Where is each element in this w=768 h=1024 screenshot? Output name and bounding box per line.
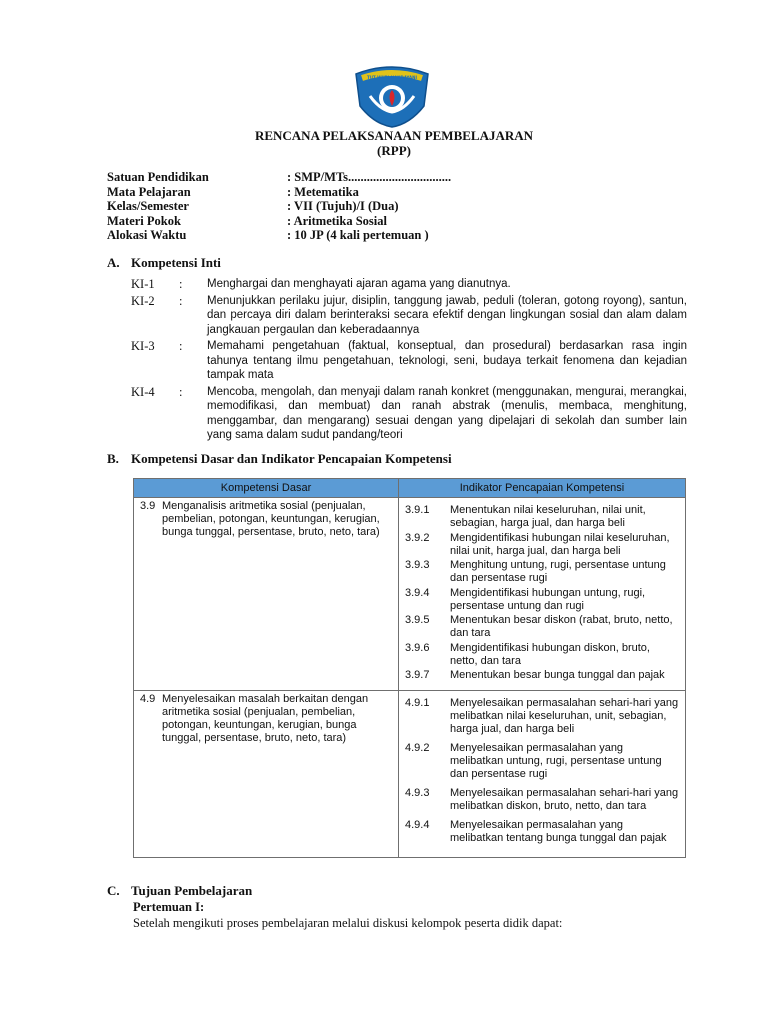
identity-value: : Metematika	[287, 184, 359, 199]
identity-row	[107, 214, 451, 229]
indicator-item	[405, 587, 679, 613]
indicator-number: 3.9.7	[405, 669, 430, 681]
indicator-number: 4.9.3	[405, 786, 430, 799]
identity-value: : Aritmetika Sosial	[287, 213, 387, 228]
indicator-text: Mengidentifikasi hubungan diskon, bruto, netto, dan tara	[450, 641, 650, 667]
indicator-item	[405, 532, 679, 558]
document-subtitle: (RPP)	[377, 143, 411, 158]
indicator-text: Menentukan nilai keseluruhan, nilai unit, sebagian, harga jual, dan harga beli	[450, 504, 646, 529]
identity-value: : VII (Tujuh)/I (Dua)	[287, 199, 399, 213]
indicator-text: Menghitung untung, rugi, persentase untung dan persentase rugi	[450, 559, 666, 584]
indicator-item	[405, 614, 679, 640]
section-title: Kompetensi Dasar dan Indikator Pencapaian Kompetensi	[131, 451, 452, 466]
ki-code: KI-2	[131, 293, 155, 308]
indicator-item	[405, 742, 679, 781]
table-row	[134, 690, 686, 857]
section-title: Kompetensi Inti	[131, 255, 221, 270]
objective-intro: Setelah mengikuti proses pembelajaran melalui diskusi kelompok peserta didik dapat:	[133, 916, 563, 930]
table-header-kd: Kompetensi Dasar	[134, 479, 399, 498]
section-letter: A.	[107, 255, 120, 270]
indicator-cell	[399, 690, 686, 857]
indicator-number: 3.9.3	[405, 559, 430, 571]
identity-row	[107, 199, 451, 214]
indicator-item	[405, 697, 679, 736]
indicator-number: 4.9.1	[405, 696, 430, 709]
ki-item	[131, 277, 687, 292]
kd-cell	[134, 498, 399, 691]
indicator-text: Menyelesaikan permasalahan sehari-hari yang melibatkan diskon, bruto, netto, dan tara	[450, 786, 679, 812]
indicator-item	[405, 819, 679, 845]
tut-wuri-handayani-emblem-icon	[350, 66, 434, 128]
identity-label: Kelas/Semester	[107, 199, 189, 213]
kd-text: Menyelesaikan masalah berkaitan dengan aritmetika sosial (penjualan, pembelian, potongan, keuntungan, kerugian, bunga tunggal, persentase, bruto, neto, tara)	[162, 692, 369, 744]
indicator-number: 4.9.2	[405, 741, 430, 754]
ki-colon: :	[179, 339, 183, 353]
indicator-text: Menyelesaikan permasalahan yang melibatkan tentang bunga tunggal dan pajak	[450, 818, 667, 844]
section-a-heading	[107, 255, 221, 271]
section-letter: C.	[107, 883, 120, 898]
identity-row	[107, 170, 451, 185]
ki-text: Memahami pengetahuan (faktual, konseptual, dan prosedural) berdasarkan rasa ingin tahunya tentang ilmu pengetahuan, teknologi, seni, budaya terkait fenomena dan kejadian tampak mata	[207, 340, 687, 381]
indicator-text: Menentukan besar bunga tunggal dan pajak	[450, 669, 665, 681]
competency-table	[133, 478, 686, 858]
ki-code: KI-4	[131, 384, 155, 399]
identity-label: Satuan Pendidikan	[107, 170, 209, 184]
indicator-number: 3.9.4	[405, 586, 430, 599]
logo-text: TUT WURI HANDAYANI	[367, 75, 417, 80]
document-title: RENCANA PELAKSANAAN PEMBELAJARAN	[254, 128, 534, 143]
indicator-number: 3.9.1	[405, 504, 430, 516]
indicator-text: Mengidentifikasi hubungan nilai keseluruhan, nilai unit, harga jual, dan harga beli	[450, 531, 670, 557]
section-c-heading	[107, 883, 252, 899]
ki-colon: :	[179, 277, 183, 291]
ki-code: KI-3	[131, 339, 155, 353]
indicator-item	[405, 669, 679, 682]
kd-text: Menganalisis aritmetika sosial (penjualan, pembelian, potongan, keuntungan, kerugian, bunga tunggal, persentase, bruto, neto, tara)	[162, 500, 380, 538]
identity-block	[107, 170, 451, 243]
meeting-label: Pertemuan I:	[133, 900, 205, 914]
indicator-item	[405, 504, 679, 530]
ki-code: KI-1	[131, 277, 155, 291]
kd-entry	[140, 500, 392, 539]
ki-text: Mencoba, mengolah, dan menyaji dalam ranah konkret (menggunakan, mengurai, merangkai, memodifikasi, dan membuat) dan ranah abstrak (menulis, membaca, menghitung, menggambar, dan mengarang) sesuai dengan yang dipelajari di sekolah dan sumber lain yang sama dalam sudut pandang/teori	[207, 385, 687, 441]
section-title: Tujuan Pembelajaran	[131, 883, 253, 898]
identity-label: Mata Pelajaran	[107, 184, 191, 199]
identity-row	[107, 228, 451, 243]
identity-value: : SMP/MTs.................................	[287, 170, 452, 184]
kd-cell	[134, 690, 399, 857]
ki-item	[131, 385, 687, 443]
identity-row	[107, 185, 451, 200]
kd-entry	[140, 693, 392, 745]
identity-value: : 10 JP (4 kali pertemuan )	[287, 228, 429, 242]
indicator-item	[405, 642, 679, 668]
indicator-number: 3.9.2	[405, 531, 430, 544]
kd-number: 4.9	[140, 692, 156, 705]
indicator-text: Menentukan besar diskon (rabat, bruto, netto, dan tara	[450, 614, 673, 639]
ki-colon: :	[179, 293, 183, 308]
table-header-indicator: Indikator Pencapaian Kompetensi	[399, 479, 686, 498]
indicator-item	[405, 787, 679, 813]
identity-label: Alokasi Waktu	[107, 228, 187, 242]
section-letter: B.	[107, 451, 119, 466]
kd-number: 3.9	[140, 500, 156, 512]
table-row	[134, 498, 686, 691]
indicator-number: 3.9.6	[405, 641, 430, 654]
kompetensi-inti-list	[131, 277, 687, 445]
ki-item	[131, 339, 687, 383]
indicator-text: Menyelesaikan permasalahan sehari-hari yang melibatkan nilai keseluruhan, unit, sebagian, harga jual, dan harga beli	[450, 696, 679, 735]
section-b-heading	[107, 451, 452, 467]
indicator-number: 4.9.4	[405, 818, 430, 831]
identity-label: Materi Pokok	[107, 213, 181, 228]
indicator-text: Mengidentifikasi hubungan untung, rugi, persentase untung dan rugi	[450, 586, 646, 612]
ki-item	[131, 294, 687, 338]
ki-colon: :	[179, 384, 183, 399]
indicator-cell	[399, 498, 686, 691]
indicator-item	[405, 559, 679, 585]
ki-text: Menghargai dan menghayati ajaran agama yang dianutnya.	[207, 278, 511, 290]
indicator-number: 3.9.5	[405, 614, 430, 626]
indicator-text: Menyelesaikan permasalahan yang melibatkan untung, rugi, persentase untung dan persentase rugi	[450, 741, 662, 780]
ki-text: Menunjukkan perilaku jujur, disiplin, tanggung jawab, peduli (toleran, gotong royong), santun, dan percaya diri dalam berinteraksi secara efektif dengan lingkungan sosial dan alam dalam jangkauan pergaulan dan keberadaannya	[207, 294, 687, 336]
